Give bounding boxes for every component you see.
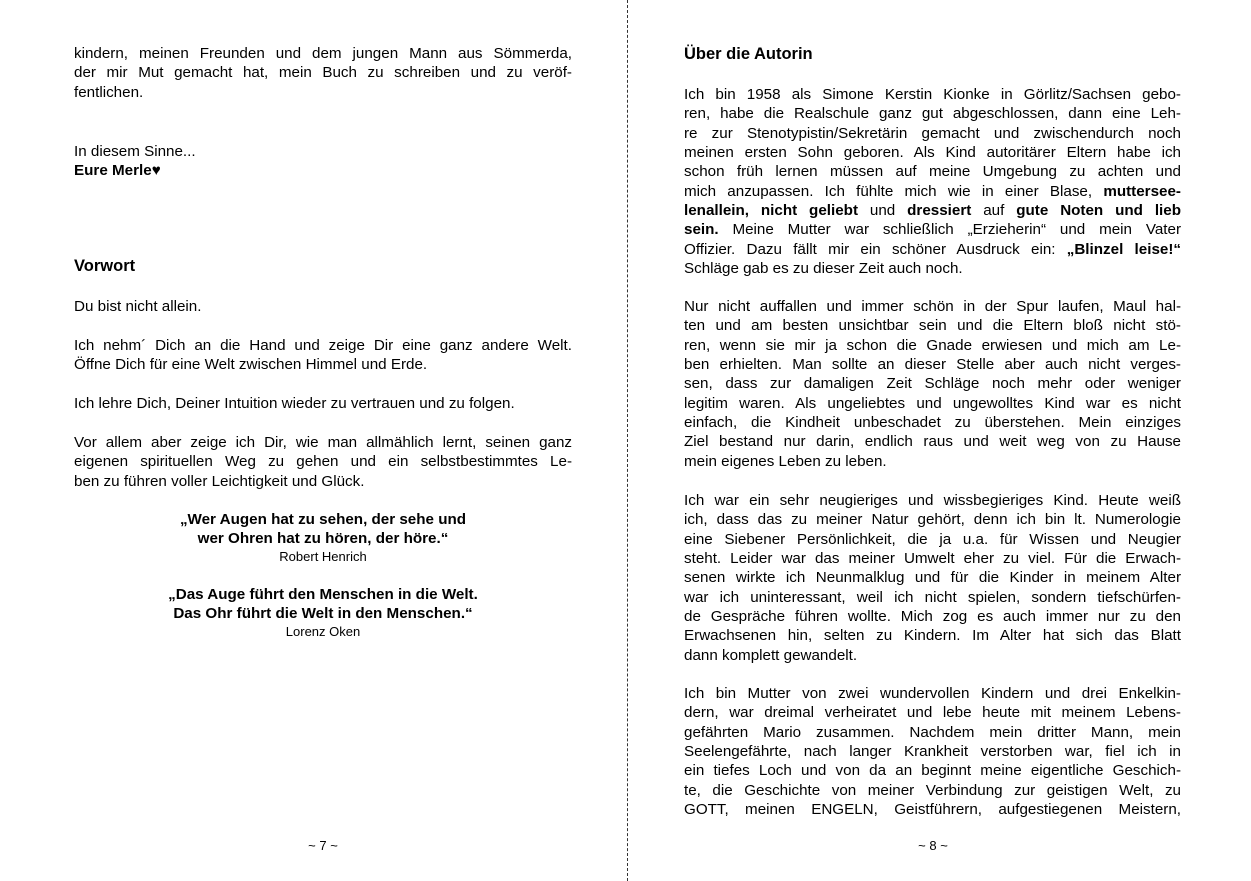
text-line	[684, 646, 1181, 665]
text-segment: mich anzupassen. Ich fühlte mich wie in einer Blase,	[684, 182, 1104, 200]
text-line	[684, 723, 1181, 742]
text-segment: Nur nicht auffallen und immer schön in der Spur laufen, Maul hal-	[684, 298, 1181, 315]
text-segment: einfach, die Kindheit unbeschadet zu überstehen. Mein einziges	[684, 414, 1181, 432]
text-line	[684, 182, 1181, 201]
text-line: Du bist nicht allein.	[74, 298, 202, 315]
text-line	[684, 297, 1181, 316]
text-line	[684, 162, 1181, 181]
text-segment: dern, war dreimal verheiratet und lebe heute mit meinem Lebens-	[684, 704, 1181, 722]
text-line	[684, 259, 1181, 278]
text-line	[684, 452, 1181, 471]
text-line	[684, 220, 1181, 239]
text-line	[684, 491, 1181, 510]
text-line	[684, 568, 1181, 587]
author-paragraph	[684, 297, 1181, 471]
closing-text: In diesem Sinne...	[74, 143, 196, 160]
text-segment: steht. Leider war das meiner Umwelt eher zu viel. Für die Erwach-	[684, 550, 1181, 568]
text-line	[684, 394, 1181, 413]
text-segment: Ich bin Mutter von zwei wundervollen Kindern und drei Enkelkin-	[684, 685, 1181, 702]
quote-author: Robert Henrich	[279, 549, 367, 564]
text-line	[684, 374, 1181, 393]
text-segment: Schläge gab es zu dieser Zeit auch noch.	[684, 260, 963, 278]
bold-text: „Blinzel leise!“	[1066, 240, 1181, 258]
text-line: eigenen spirituellen Weg zu gehen und ein selbstbestimmtes Le-	[74, 453, 572, 471]
text-segment: senen wirkte ich Neunmalklug und für die Kinder in meinem Alter	[684, 569, 1181, 587]
vorwort-paragraph	[74, 433, 572, 491]
text-segment: schon früh lernen müssen auf meine Umgebung zu achten und	[684, 163, 1181, 181]
vorwort-paragraph	[74, 297, 572, 316]
text-segment: ren, wenn sie mir ja schon die Gnade erwiesen und mich am Le-	[684, 336, 1181, 354]
bold-text: dressiert	[907, 202, 972, 220]
text-segment: Offizier. Dazu fällt mir ein schöner Ausdruck ein:	[684, 240, 1067, 258]
author-paragraph	[684, 491, 1181, 665]
text-line	[684, 336, 1181, 355]
vorwort-paragraph	[74, 336, 572, 375]
text-segment: re zur Stenotypistin/Sekretärin gemacht und zwischendurch noch	[684, 124, 1181, 142]
text-line: fentlichen.	[74, 83, 144, 101]
text-line	[684, 104, 1181, 123]
text-line: ben zu führen voller Leichtigkeit und Glück.	[74, 472, 365, 490]
text-segment: meinen ersten Sohn geboren. Als Kind autoritärer Eltern habe ich	[684, 144, 1181, 162]
author-heading: Über die Autorin	[684, 45, 813, 63]
page-divider	[627, 0, 628, 881]
text-line: Ich nehm´ Dich an die Hand und zeige Dir eine ganz andere Welt.	[74, 337, 572, 354]
text-segment: Erwachsenen hin, selten zu Kindern. Im Alter hat sich das Blatt	[684, 627, 1181, 645]
text-line: kindern, meinen Freunden und dem jungen Mann aus Sömmerda,	[74, 45, 572, 62]
text-line	[684, 432, 1181, 451]
text-segment: mein eigenes Leben zu leben.	[684, 452, 887, 470]
text-segment: GOTT, meinen ENGELN, Geistführern, aufgestiegenen Meistern,	[684, 801, 1181, 819]
vorwort-paragraph	[74, 394, 572, 413]
text-line: Öffne Dich für eine Welt zwischen Himmel und Erde.	[74, 356, 428, 374]
text-line	[684, 240, 1181, 259]
text-line	[684, 800, 1181, 819]
text-line	[684, 143, 1181, 162]
text-line	[684, 510, 1181, 529]
page-number-left: ~ 7 ~	[308, 838, 338, 853]
vorwort-heading: Vorwort	[74, 257, 136, 275]
text-line	[684, 201, 1181, 220]
text-line	[684, 761, 1181, 780]
text-segment: te, die Geschichte von meiner Verbindung zur geistigen Welt, zu	[684, 781, 1181, 799]
quote-line: Das Ohr führt die Welt in den Menschen.“	[173, 605, 473, 622]
quote-lorenz-oken	[74, 585, 572, 640]
text-segment: und	[858, 202, 908, 220]
text-segment: ten und am besten unsichtbar sein und die Eltern bloß nicht stö-	[684, 317, 1181, 335]
text-segment: dann komplett gewandelt.	[684, 646, 858, 664]
text-line	[684, 781, 1181, 800]
quote-line: „Wer Augen hat zu sehen, der sehe und	[179, 511, 467, 528]
text-segment: ich, dass das zu meiner Natur gehört, denn ich bin lt. Numerologie	[684, 511, 1181, 529]
quote-robert-henrich	[74, 510, 572, 565]
text-segment: eine Siebener Persönlichkeit, die ja u.a. für Wissen und Neugier	[684, 530, 1181, 548]
text-line	[684, 703, 1181, 722]
text-line	[684, 626, 1181, 645]
text-line: Vor allem aber zeige ich Dir, wie man allmählich lernt, seinen ganz	[74, 434, 572, 451]
text-segment: Seelengefährte, nach langer Krankheit verstorben war, fiel ich in	[684, 743, 1181, 761]
text-line: der mir Mut gemacht hat, mein Buch zu schreiben und zu veröf-	[74, 64, 572, 82]
bold-text: muttersee-	[1103, 182, 1181, 200]
text-line	[684, 742, 1181, 761]
quote-author: Lorenz Oken	[285, 624, 361, 639]
text-segment: ben erhielten. Man sollte an dieser Stelle aber auch nicht verges-	[684, 356, 1181, 374]
text-line: Ich lehre Dich, Deiner Intuition wieder zu vertrauen und zu folgen.	[74, 395, 515, 412]
text-segment: ren, habe die Realschule ganz gut abgeschlossen, dann eine Leh-	[684, 105, 1181, 123]
closing-block	[74, 142, 572, 181]
text-segment: sen, dass zur damaligen Zeit Schläge noch mehr oder weniger	[684, 375, 1181, 393]
text-segment: Meine Mutter war schließlich „Erzieherin“ und mein Vater	[718, 221, 1181, 239]
author-paragraph	[684, 85, 1181, 278]
bold-text: sein.	[684, 221, 719, 239]
left-intro-paragraph	[74, 44, 572, 102]
author-paragraph	[684, 684, 1181, 819]
text-line	[684, 588, 1181, 607]
text-segment: Ich war ein sehr neugieriges und wissbegieriges Kind. Heute weiß	[684, 492, 1181, 509]
text-segment: legitim waren. Als ungeliebtes und ungewolltes Kind war es nicht	[684, 394, 1181, 412]
page-number-right: ~ 8 ~	[918, 838, 948, 853]
text-line	[684, 355, 1181, 374]
text-line	[684, 530, 1181, 549]
text-segment: auf	[971, 202, 1017, 220]
text-segment: Ziel bestand nur darin, endlich raus und weit weg von zu Hause	[684, 433, 1181, 451]
signature: Eure Merle♥	[74, 162, 161, 180]
bold-text: lenallein, nicht geliebt	[684, 202, 859, 220]
text-segment: war ich uninteressant, weil ich nicht spielen, sondern tiefschürfen-	[684, 588, 1181, 606]
text-line	[684, 607, 1181, 626]
text-line	[684, 316, 1181, 335]
text-segment: de Gespräche führen wollte. Mich zog es auch immer nur zu den	[684, 608, 1181, 626]
text-segment: ein tiefes Loch und von da an beginnt meine eigentliche Geschich-	[684, 762, 1181, 780]
text-line	[684, 549, 1181, 568]
text-line	[684, 124, 1181, 143]
text-line	[684, 684, 1181, 703]
bold-text: gute Noten und lieb	[1016, 202, 1181, 220]
text-line	[684, 413, 1181, 432]
text-segment: gefährten Mario zusammen. Nachdem mein dritter Mann, mein	[684, 723, 1181, 741]
text-line	[684, 85, 1181, 104]
text-segment: Ich bin 1958 als Simone Kerstin Kionke in Görlitz/Sachsen gebo-	[684, 86, 1181, 103]
quote-line: „Das Auge führt den Menschen in die Welt.	[168, 586, 478, 603]
quote-line: wer Ohren hat zu hören, der höre.“	[197, 530, 449, 547]
